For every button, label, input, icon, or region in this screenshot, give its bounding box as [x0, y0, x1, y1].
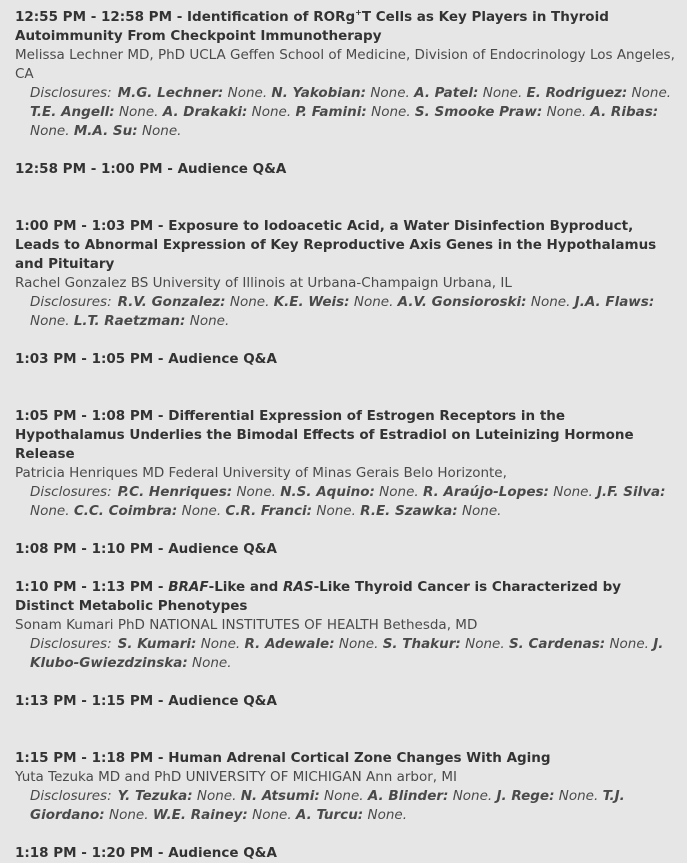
- disclosure-name: A. Patel:: [414, 85, 479, 101]
- session-time: 12:55 PM - 12:58 PM: [15, 9, 173, 25]
- session-title-text: Identification of RORg: [187, 9, 356, 25]
- presenter: Sonam Kumari PhD NATIONAL INSTITUTES OF HEALTH Bethesda, MD: [15, 617, 478, 633]
- disclosure-name: T.E. Angell:: [30, 104, 115, 120]
- disclosure-name: W.E. Rainey:: [152, 807, 248, 823]
- presenter: Melissa Lechner MD, PhD UCLA Geffen School of Medicine, Division of Endocrinology Los Angeles, CA: [15, 47, 675, 82]
- disclosure-name: J.F. Silva:: [597, 484, 666, 500]
- disclosure-name: A. Turcu:: [295, 807, 364, 823]
- disclosure-name: J. Rege:: [496, 788, 555, 804]
- session-item: [15, 8, 677, 179]
- disclosure-value: None.: [353, 294, 394, 310]
- disclosure-name: M.G. Lechner:: [117, 85, 224, 101]
- disclosure-value: None.: [609, 636, 649, 652]
- disclosure-name: A. Drakaki:: [162, 104, 248, 120]
- disclosure-name: S. Kumari:: [117, 636, 197, 652]
- disclosure-value: None.: [181, 503, 222, 519]
- presenter: Patricia Henriques MD Federal University of Minas Gerais Belo Horizonte,: [15, 465, 507, 481]
- disclosure-value: None.: [252, 807, 292, 823]
- superscript: +: [355, 8, 362, 17]
- disclosures-label: Disclosures:: [30, 484, 112, 500]
- disclosure-value: None.: [30, 123, 70, 139]
- disclosures: [15, 483, 677, 521]
- gene-name: BRAF: [168, 579, 209, 595]
- audience-qa: 1:08 PM - 1:10 PM - Audience Q&A: [15, 541, 277, 557]
- disclosure-value: None.: [370, 85, 410, 101]
- session-title-text: Differential Expression of Estrogen Receptors in the Hypothalamus Underlies the Bimodal Effects of Estradiol on Luteinizing Hormone Release: [15, 408, 634, 462]
- disclosure-name: R.V. Gonzalez:: [117, 294, 226, 310]
- disclosure-name: N. Yakobian:: [271, 85, 367, 101]
- disclosure-name: S. Thakur:: [382, 636, 461, 652]
- session-title-text: Human Adrenal Cortical Zone Changes With Aging: [168, 750, 551, 766]
- disclosure-value: None.: [30, 313, 70, 329]
- disclosure-value: None.: [465, 636, 505, 652]
- session-title: 1:10 PM - 1:13 PM - BRAF-Like and RAS-Like Thyroid Cancer is Characterized by Distinct Metabolic Phenotypes: [15, 579, 622, 614]
- session-time: 1:10 PM - 1:13 PM: [15, 579, 154, 595]
- session-time: 1:15 PM - 1:18 PM: [15, 750, 154, 766]
- disclosures: [15, 293, 677, 331]
- disclosures-label: Disclosures:: [30, 294, 112, 310]
- disclosure-value: None.: [189, 313, 230, 329]
- audience-qa: 1:18 PM - 1:20 PM - Audience Q&A: [15, 845, 277, 861]
- session-item: [15, 578, 677, 711]
- session-item: [15, 217, 677, 369]
- disclosures-label: Disclosures:: [30, 788, 112, 804]
- disclosure-value: None.: [371, 104, 411, 120]
- disclosure-value: None.: [631, 85, 672, 101]
- gene-name: RAS: [282, 579, 314, 595]
- disclosure-name: T.J. Giordano:: [30, 788, 625, 823]
- audience-qa: 1:13 PM - 1:15 PM - Audience Q&A: [15, 693, 277, 709]
- session-title: 1:00 PM - 1:03 PM - Exposure to Iodoacetic Acid, a Water Disinfection Byproduct, Leads to Abnormal Expression of Key Reproductive Axis Genes in the Hypothalamus and Pituitary: [15, 218, 657, 272]
- disclosure-value: None.: [530, 294, 571, 310]
- disclosure-value: None.: [316, 503, 356, 519]
- disclosure-name: E. Rodriguez:: [526, 85, 628, 101]
- disclosures: [15, 787, 677, 825]
- disclosure-name: K.E. Weis:: [273, 294, 350, 310]
- presenter: Rachel Gonzalez BS University of Illinois at Urbana-Champaign Urbana, IL: [15, 275, 512, 291]
- disclosure-value: None.: [196, 788, 237, 804]
- disclosure-value: None.: [324, 788, 364, 804]
- disclosure-value: None.: [118, 104, 159, 120]
- disclosure-name: R. Adewale:: [244, 636, 335, 652]
- disclosure-value: None.: [379, 484, 419, 500]
- disclosure-name: C.C. Coimbra:: [73, 503, 178, 519]
- disclosure-value: None.: [338, 636, 379, 652]
- audience-qa: 12:58 PM - 1:00 PM - Audience Q&A: [15, 161, 287, 177]
- disclosure-name: M.A. Su:: [73, 123, 138, 139]
- disclosure-name: S. Smooke Praw:: [414, 104, 543, 120]
- session-item: [15, 749, 677, 863]
- disclosure-name: A. Blinder:: [367, 788, 449, 804]
- session-title-text: T Cells as Key Players in Thyroid Autoimmunity From Checkpoint Immunotherapy: [15, 9, 609, 44]
- disclosure-name: P.C. Henriques:: [117, 484, 233, 500]
- disclosure-name: Y. Tezuka:: [117, 788, 193, 804]
- session-title-text: -Like and: [208, 579, 283, 595]
- audience-qa: 1:03 PM - 1:05 PM - Audience Q&A: [15, 351, 277, 367]
- disclosure-value: None.: [30, 503, 70, 519]
- disclosure-value: None.: [482, 85, 523, 101]
- disclosure-value: None.: [558, 788, 599, 804]
- session-item: [15, 407, 677, 559]
- disclosure-value: None.: [251, 104, 292, 120]
- session-title: 12:55 PM - 12:58 PM - Identification of RORg+T Cells as Key Players in Thyroid Autoimmunity From Checkpoint Immunotherapy: [15, 8, 609, 44]
- disclosure-value: None.: [227, 85, 268, 101]
- disclosure-name: S. Cardenas:: [508, 636, 606, 652]
- disclosures: [15, 635, 677, 673]
- disclosure-name: J. Klubo-Gwiezdzinska:: [30, 636, 664, 671]
- disclosure-name: P. Famini:: [295, 104, 367, 120]
- session-title: 1:05 PM - 1:08 PM - Differential Expression of Estrogen Receptors in the Hypothalamus Underlies the Bimodal Effects of Estradiol on Luteinizing Hormone Release: [15, 408, 634, 462]
- disclosure-value: None.: [546, 104, 587, 120]
- disclosures-label: Disclosures:: [30, 85, 112, 101]
- session-time: 1:05 PM - 1:08 PM: [15, 408, 154, 424]
- disclosure-value: None.: [200, 636, 241, 652]
- session-time: 1:00 PM - 1:03 PM: [15, 218, 154, 234]
- disclosure-value: None.: [461, 503, 502, 519]
- session-title-text: Exposure to Iodoacetic Acid, a Water Disinfection Byproduct, Leads to Abnormal Expression of Key Reproductive Axis Genes in the Hypothalamus and Pituitary: [15, 218, 657, 272]
- disclosure-value: None.: [367, 807, 408, 823]
- disclosures-label: Disclosures:: [30, 636, 112, 652]
- session-title: 1:15 PM - 1:18 PM - Human Adrenal Cortical Zone Changes With Aging: [15, 750, 551, 766]
- disclosure-name: N.S. Aquino:: [280, 484, 375, 500]
- disclosure-value: None.: [229, 294, 270, 310]
- disclosure-name: A.V. Gonsioroski:: [397, 294, 527, 310]
- disclosure-name: R.E. Szawka:: [360, 503, 458, 519]
- disclosures: [15, 84, 677, 141]
- disclosure-value: None.: [141, 123, 182, 139]
- disclosure-value: None.: [553, 484, 593, 500]
- disclosure-value: None.: [236, 484, 276, 500]
- presenter: Yuta Tezuka MD and PhD UNIVERSITY OF MICHIGAN Ann arbor, MI: [15, 769, 458, 785]
- disclosure-value: None.: [452, 788, 493, 804]
- disclosure-name: C.R. Franci:: [225, 503, 313, 519]
- disclosure-name: J.A. Flaws:: [574, 294, 655, 310]
- disclosure-value: None.: [109, 807, 149, 823]
- disclosure-name: R. Araújo-Lopes:: [422, 484, 549, 500]
- disclosure-name: N. Atsumi:: [240, 788, 320, 804]
- disclosure-name: L.T. Raetzman:: [73, 313, 186, 329]
- disclosure-value: None.: [192, 655, 232, 671]
- session-title-text: -Like Thyroid Cancer is Characterized by Distinct Metabolic Phenotypes: [15, 579, 622, 614]
- disclosure-name: A. Ribas:: [590, 104, 659, 120]
